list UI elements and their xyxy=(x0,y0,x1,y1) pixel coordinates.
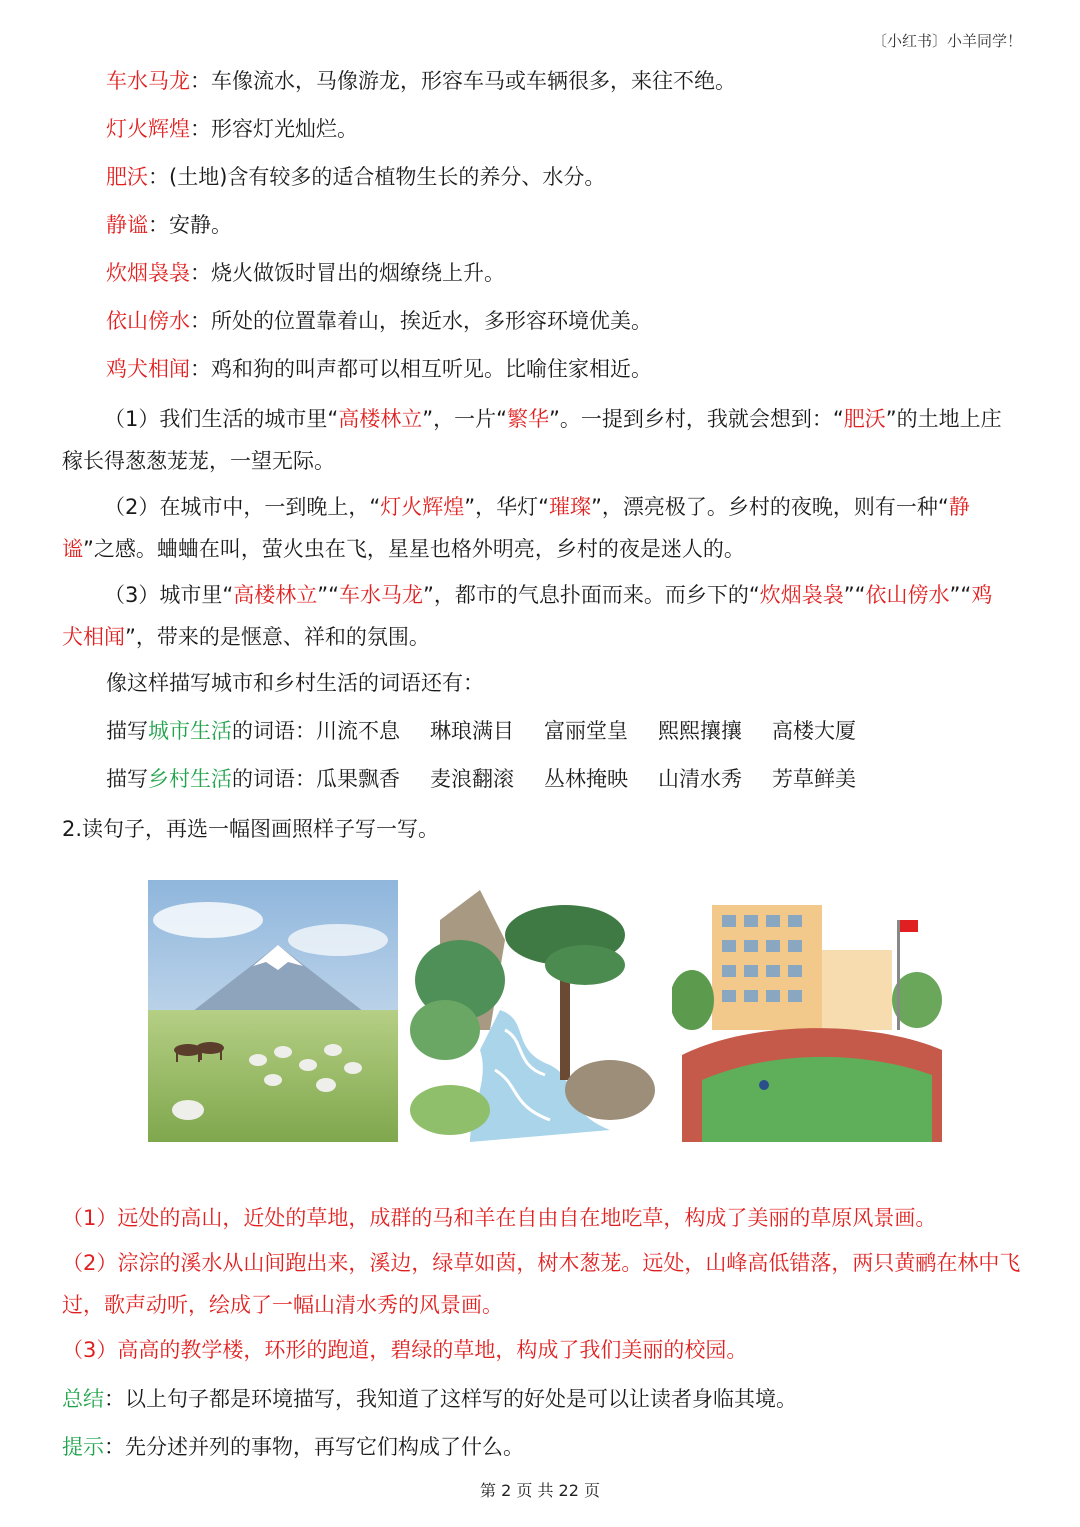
definition-text: 鸡和狗的叫声都可以相互听见。比喻住家相近。 xyxy=(211,357,652,381)
paragraph-text: ”，华灯“ xyxy=(464,495,550,519)
more-words-intro: 像这样描写城市和乡村生活的词语还有： xyxy=(106,671,484,695)
paragraph-text: ”“ xyxy=(843,583,866,607)
definition-text: 车像流水，马像游龙，形容车马或车辆很多，来往不绝。 xyxy=(211,69,736,93)
definition-term: 鸡犬相闻 xyxy=(106,357,190,381)
answer-1: （1）远处的高山，近处的草地，成群的马和羊在自由自在地吃草，构成了美丽的草原风景画。 xyxy=(62,1206,937,1230)
definition-line xyxy=(106,162,605,192)
hint-line xyxy=(62,1432,524,1462)
summary-label: 总结 xyxy=(62,1387,104,1411)
highlight-word: 车水马龙 xyxy=(339,583,424,607)
watermark-header: 〔小红书〕小羊同学！ xyxy=(871,32,1022,50)
definition-term: 灯火辉煌 xyxy=(106,117,190,141)
definition-text: 烧火做饭时冒出的烟缭绕上升。 xyxy=(211,261,505,285)
paragraph-text: ”“ xyxy=(949,583,972,607)
word-item: 芳草鲜美 xyxy=(772,767,856,791)
highlight-word: 璀璨 xyxy=(549,495,592,519)
summary-line xyxy=(62,1384,797,1414)
word-item: 瓜果飘香 xyxy=(316,767,400,791)
paragraph-text: ”。一提到乡村，我就会想到：“ xyxy=(549,407,844,431)
answer-2: （2）淙淙的溪水从山间跑出来，溪边，绿草如茵，树木葱茏。远处，山峰高低错落，两只黄鹂在林中飞过，歌声动听，绘成了一幅山清水秀的风景画。 xyxy=(62,1251,1021,1317)
answer-3: （3）高高的教学楼，环形的跑道，碧绿的草地，构成了我们美丽的校园。 xyxy=(62,1338,748,1362)
separator: ： xyxy=(148,165,169,189)
word-item: 山清水秀 xyxy=(658,767,742,791)
paragraph-text: ”“ xyxy=(317,583,340,607)
highlight-word: 灯火辉煌 xyxy=(380,495,465,519)
definition-term: 静谧 xyxy=(106,213,148,237)
highlight-word: 依山傍水 xyxy=(865,583,950,607)
definition-line xyxy=(106,114,358,144)
highlight-word: 高楼林立 xyxy=(338,407,423,431)
label-text: 描写 xyxy=(106,719,148,743)
separator: ： xyxy=(104,1387,125,1411)
separator: ： xyxy=(190,69,211,93)
paragraph-text: ”，漂亮极了。乡村的夜晚，则有一种“ xyxy=(591,495,949,519)
definition-term: 肥沃 xyxy=(106,165,148,189)
word-item: 麦浪翻滚 xyxy=(430,767,514,791)
example-paragraph-1 xyxy=(62,398,1012,482)
word-item: 川流不息 xyxy=(316,719,400,743)
definition-line xyxy=(106,210,232,240)
separator: ： xyxy=(190,261,211,285)
summary-text: 以上句子都是环境描写，我知道了这样写的好处是可以让读者身临其境。 xyxy=(125,1387,797,1411)
grassland-illustration xyxy=(148,880,398,1142)
highlight-word: 高楼林立 xyxy=(233,583,318,607)
definition-text: 形容灯光灿烂。 xyxy=(211,117,358,141)
separator: ： xyxy=(190,117,211,141)
word-item: 琳琅满目 xyxy=(430,719,514,743)
definition-term: 炊烟袅袅 xyxy=(106,261,190,285)
separator: ： xyxy=(148,213,169,237)
page-number-footer: 第 2 页 共 22 页 xyxy=(480,1481,600,1500)
category-keyword: 乡村生活 xyxy=(148,767,232,791)
highlight-word: 肥沃 xyxy=(843,407,886,431)
word-item: 熙熙攘攘 xyxy=(658,719,742,743)
definition-line xyxy=(106,354,652,384)
highlight-word: 静谧 xyxy=(62,495,970,561)
hint-text: 先分述并列的事物，再写它们构成了什么。 xyxy=(125,1435,524,1459)
highlight-word: 鸡犬相闻 xyxy=(62,583,993,649)
paragraph-text: （3）城市里“ xyxy=(104,583,234,607)
paragraph-text: ”之感。蛐蛐在叫，萤火虫在飞，星星也格外明亮，乡村的夜是迷人的。 xyxy=(83,537,745,561)
example-paragraph-3 xyxy=(62,574,1012,658)
paragraph-text: ”，一片“ xyxy=(422,407,508,431)
definition-term: 车水马龙 xyxy=(106,69,190,93)
paragraph-text: （1）我们生活的城市里“ xyxy=(104,407,339,431)
label-text: 的词语： xyxy=(232,719,316,743)
word-item: 高楼大厦 xyxy=(772,719,856,743)
separator: ： xyxy=(190,309,211,333)
definition-text: (土地)含有较多的适合植物生长的养分、水分。 xyxy=(169,165,606,189)
definition-line xyxy=(106,258,505,288)
paragraph-text: ”，都市的气息扑面而来。而乡下的“ xyxy=(423,583,760,607)
separator: ： xyxy=(190,357,211,381)
highlight-word: 繁华 xyxy=(507,407,550,431)
stream-illustration xyxy=(410,880,660,1142)
definition-text: 安静。 xyxy=(169,213,232,237)
category-keyword: 城市生活 xyxy=(148,719,232,743)
definition-line xyxy=(106,306,652,336)
hint-label: 提示 xyxy=(62,1435,104,1459)
separator: ： xyxy=(104,1435,125,1459)
label-text: 描写 xyxy=(106,767,148,791)
highlight-word: 炊烟袅袅 xyxy=(759,583,844,607)
definition-text: 所处的位置靠着山，挨近水，多形容环境优美。 xyxy=(211,309,652,333)
word-item: 富丽堂皇 xyxy=(544,719,628,743)
definition-term: 依山傍水 xyxy=(106,309,190,333)
label-text: 的词语： xyxy=(232,767,316,791)
city-words-line xyxy=(106,716,886,746)
paragraph-text: （2）在城市中，一到晚上，“ xyxy=(104,495,381,519)
village-words-line xyxy=(106,764,886,794)
task-2-heading: 2.读句子，再选一幅图画照样子写一写。 xyxy=(62,817,440,841)
paragraph-text: ”，带来的是惬意、祥和的氛围。 xyxy=(125,625,430,649)
word-item: 丛林掩映 xyxy=(544,767,628,791)
paragraph-text: ”的土地上庄稼长得葱葱茏茏，一望无际。 xyxy=(62,407,1002,473)
definition-line xyxy=(106,66,736,96)
example-paragraph-2 xyxy=(62,486,1012,570)
school-illustration xyxy=(672,880,950,1142)
